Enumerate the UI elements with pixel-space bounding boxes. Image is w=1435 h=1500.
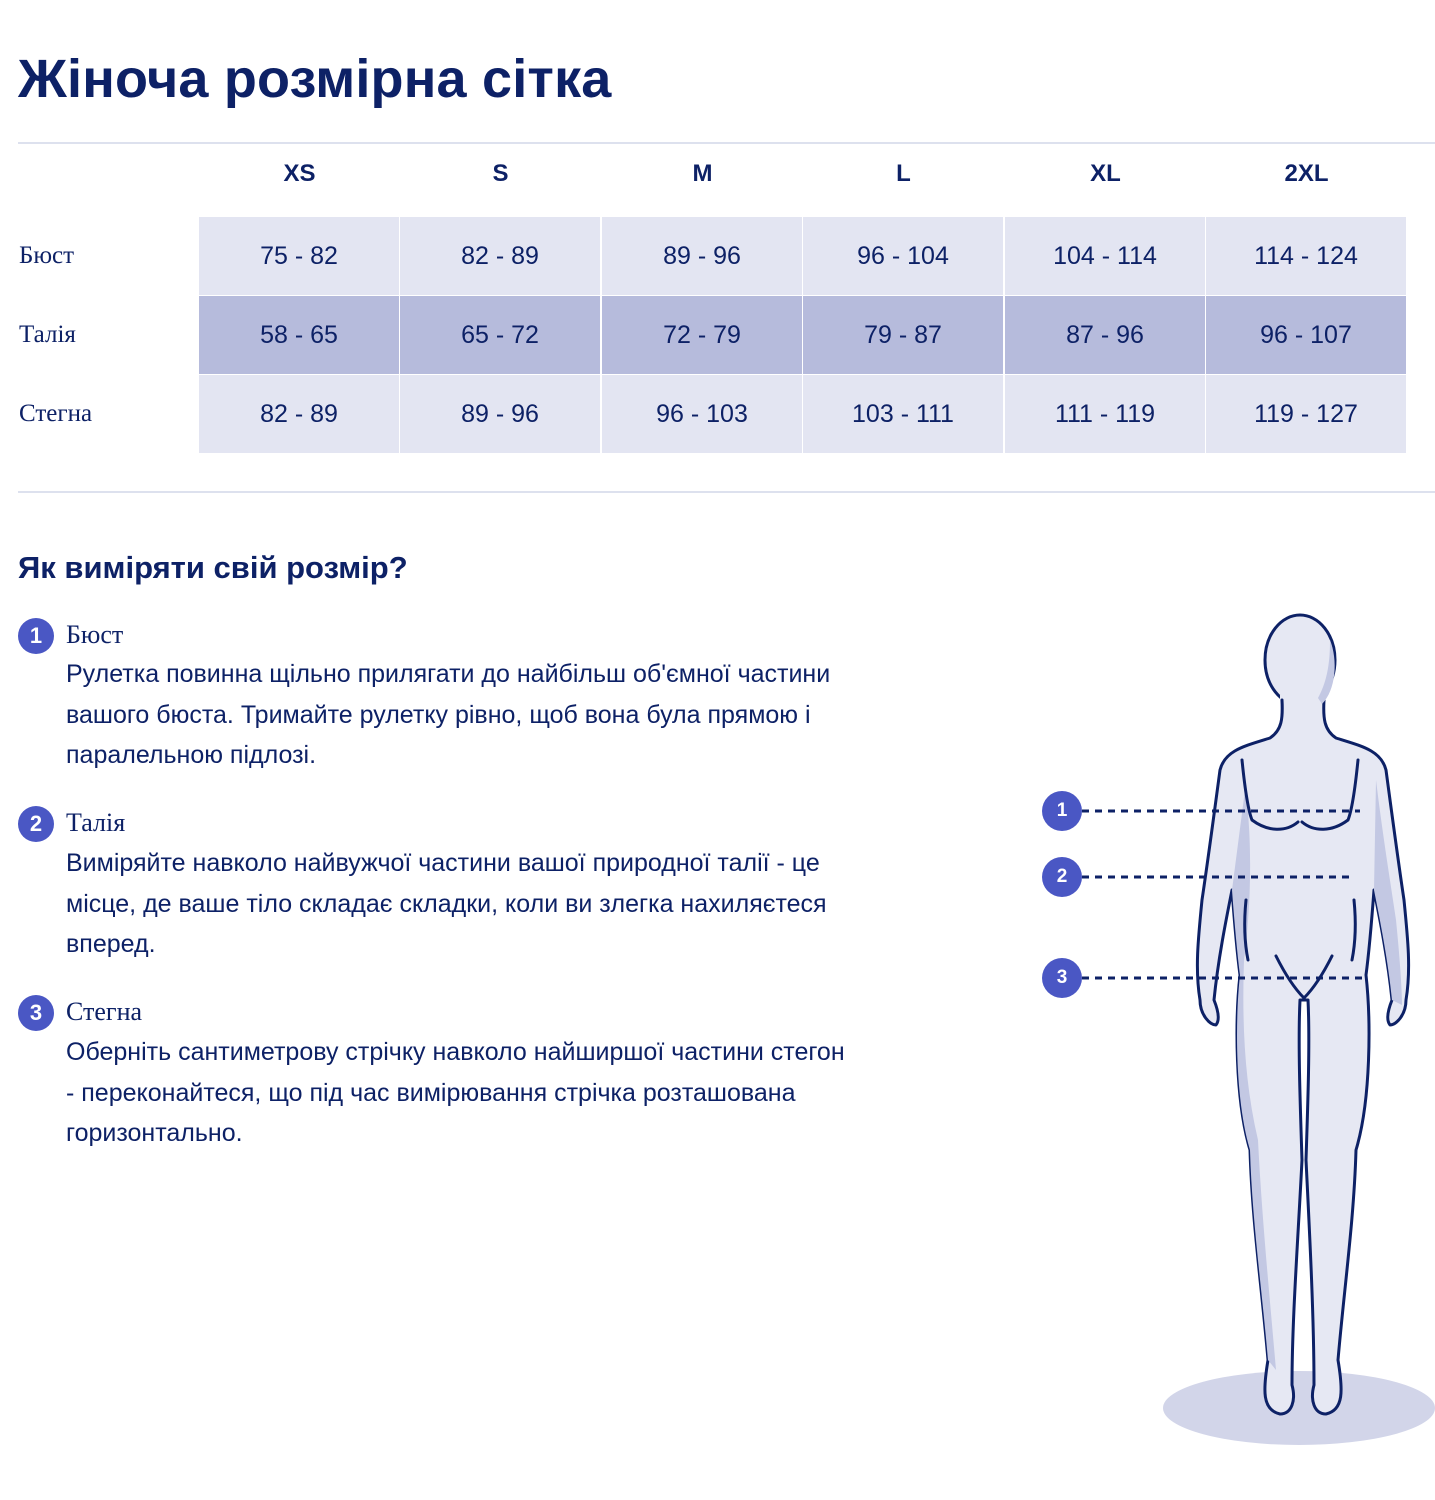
step-badge-1: 1 [18,618,54,654]
table-cell: 96 - 104 [803,217,1003,295]
table-cell: 103 - 111 [803,375,1003,453]
table-cell: 79 - 87 [803,296,1003,374]
row-label-waist: Талія [19,321,76,348]
table-cell: 75 - 82 [199,217,399,295]
table-cell: 96 - 107 [1206,296,1406,374]
divider-top [18,142,1435,144]
figure-marker-3: 3 [1042,958,1082,998]
table-cell: 89 - 96 [400,375,600,453]
figure-marker-2: 2 [1042,857,1082,897]
step-title-bust: Бюст [66,620,124,649]
table-cell: 96 - 103 [602,375,802,453]
figure-marker-1: 1 [1042,791,1082,831]
step-text-line: - переконайтеся, що під час вимірювання стрічка розташована [66,1078,796,1107]
size-header-xs: XS [283,160,316,187]
step-text-line: вперед. [66,930,156,958]
step-title-hips: Стегна [66,997,143,1026]
step-text-line: паралельною підлозі. [66,741,317,769]
divider-bottom [18,491,1435,493]
page-title: Жіноча розмірна сітка [18,49,612,109]
row-label-bust: Бюст [19,242,75,269]
step-text-hips [66,1032,946,1154]
female-body-silhouette-icon [1030,600,1435,1460]
row-label-hips: Стегна [19,400,93,427]
table-cell: 82 - 89 [400,217,600,295]
size-header-l: L [896,160,911,187]
step-text-bust [66,654,946,776]
size-header-m: M [692,160,713,187]
step-badge-2: 2 [18,806,54,842]
table-cell: 114 - 124 [1206,217,1406,295]
size-header-s: S [492,160,509,187]
howto-title: Як виміряти свій розмір? [18,550,408,585]
table-cell: 82 - 89 [199,375,399,453]
table-cell: 58 - 65 [199,296,399,374]
step-text-line: Виміряйте навколо найвужчої частини вашої природної талії - це [66,849,820,877]
step-text-line: горизонтально. [66,1119,243,1147]
table-cell: 111 - 119 [1005,375,1205,453]
table-cell: 104 - 114 [1005,217,1205,295]
table-cell: 72 - 79 [602,296,802,374]
size-header-xl: XL [1090,160,1121,187]
step-text-line: Рулетка повинна щільно прилягати до найбільш об'ємної частини [66,660,831,688]
step-text-line: Оберніть сантиметрову стрічку навколо найширшої частини стегон [66,1038,845,1066]
table-cell: 87 - 96 [1005,296,1205,374]
table-cell: 65 - 72 [400,296,600,374]
step-text-line: місце, де ваше тіло складає складки, коли ви злегка нахиляєтеся [66,889,827,918]
table-cell: 89 - 96 [602,217,802,295]
size-header-2xl: 2XL [1284,160,1329,187]
step-badge-3: 3 [18,995,54,1031]
table-cell: 119 - 127 [1206,375,1406,453]
step-text-line: вашого бюста. Тримайте рулетку рівно, щоб вона була прямою і [66,700,811,729]
step-title-waist: Талія [66,808,126,837]
step-text-waist [66,843,946,965]
